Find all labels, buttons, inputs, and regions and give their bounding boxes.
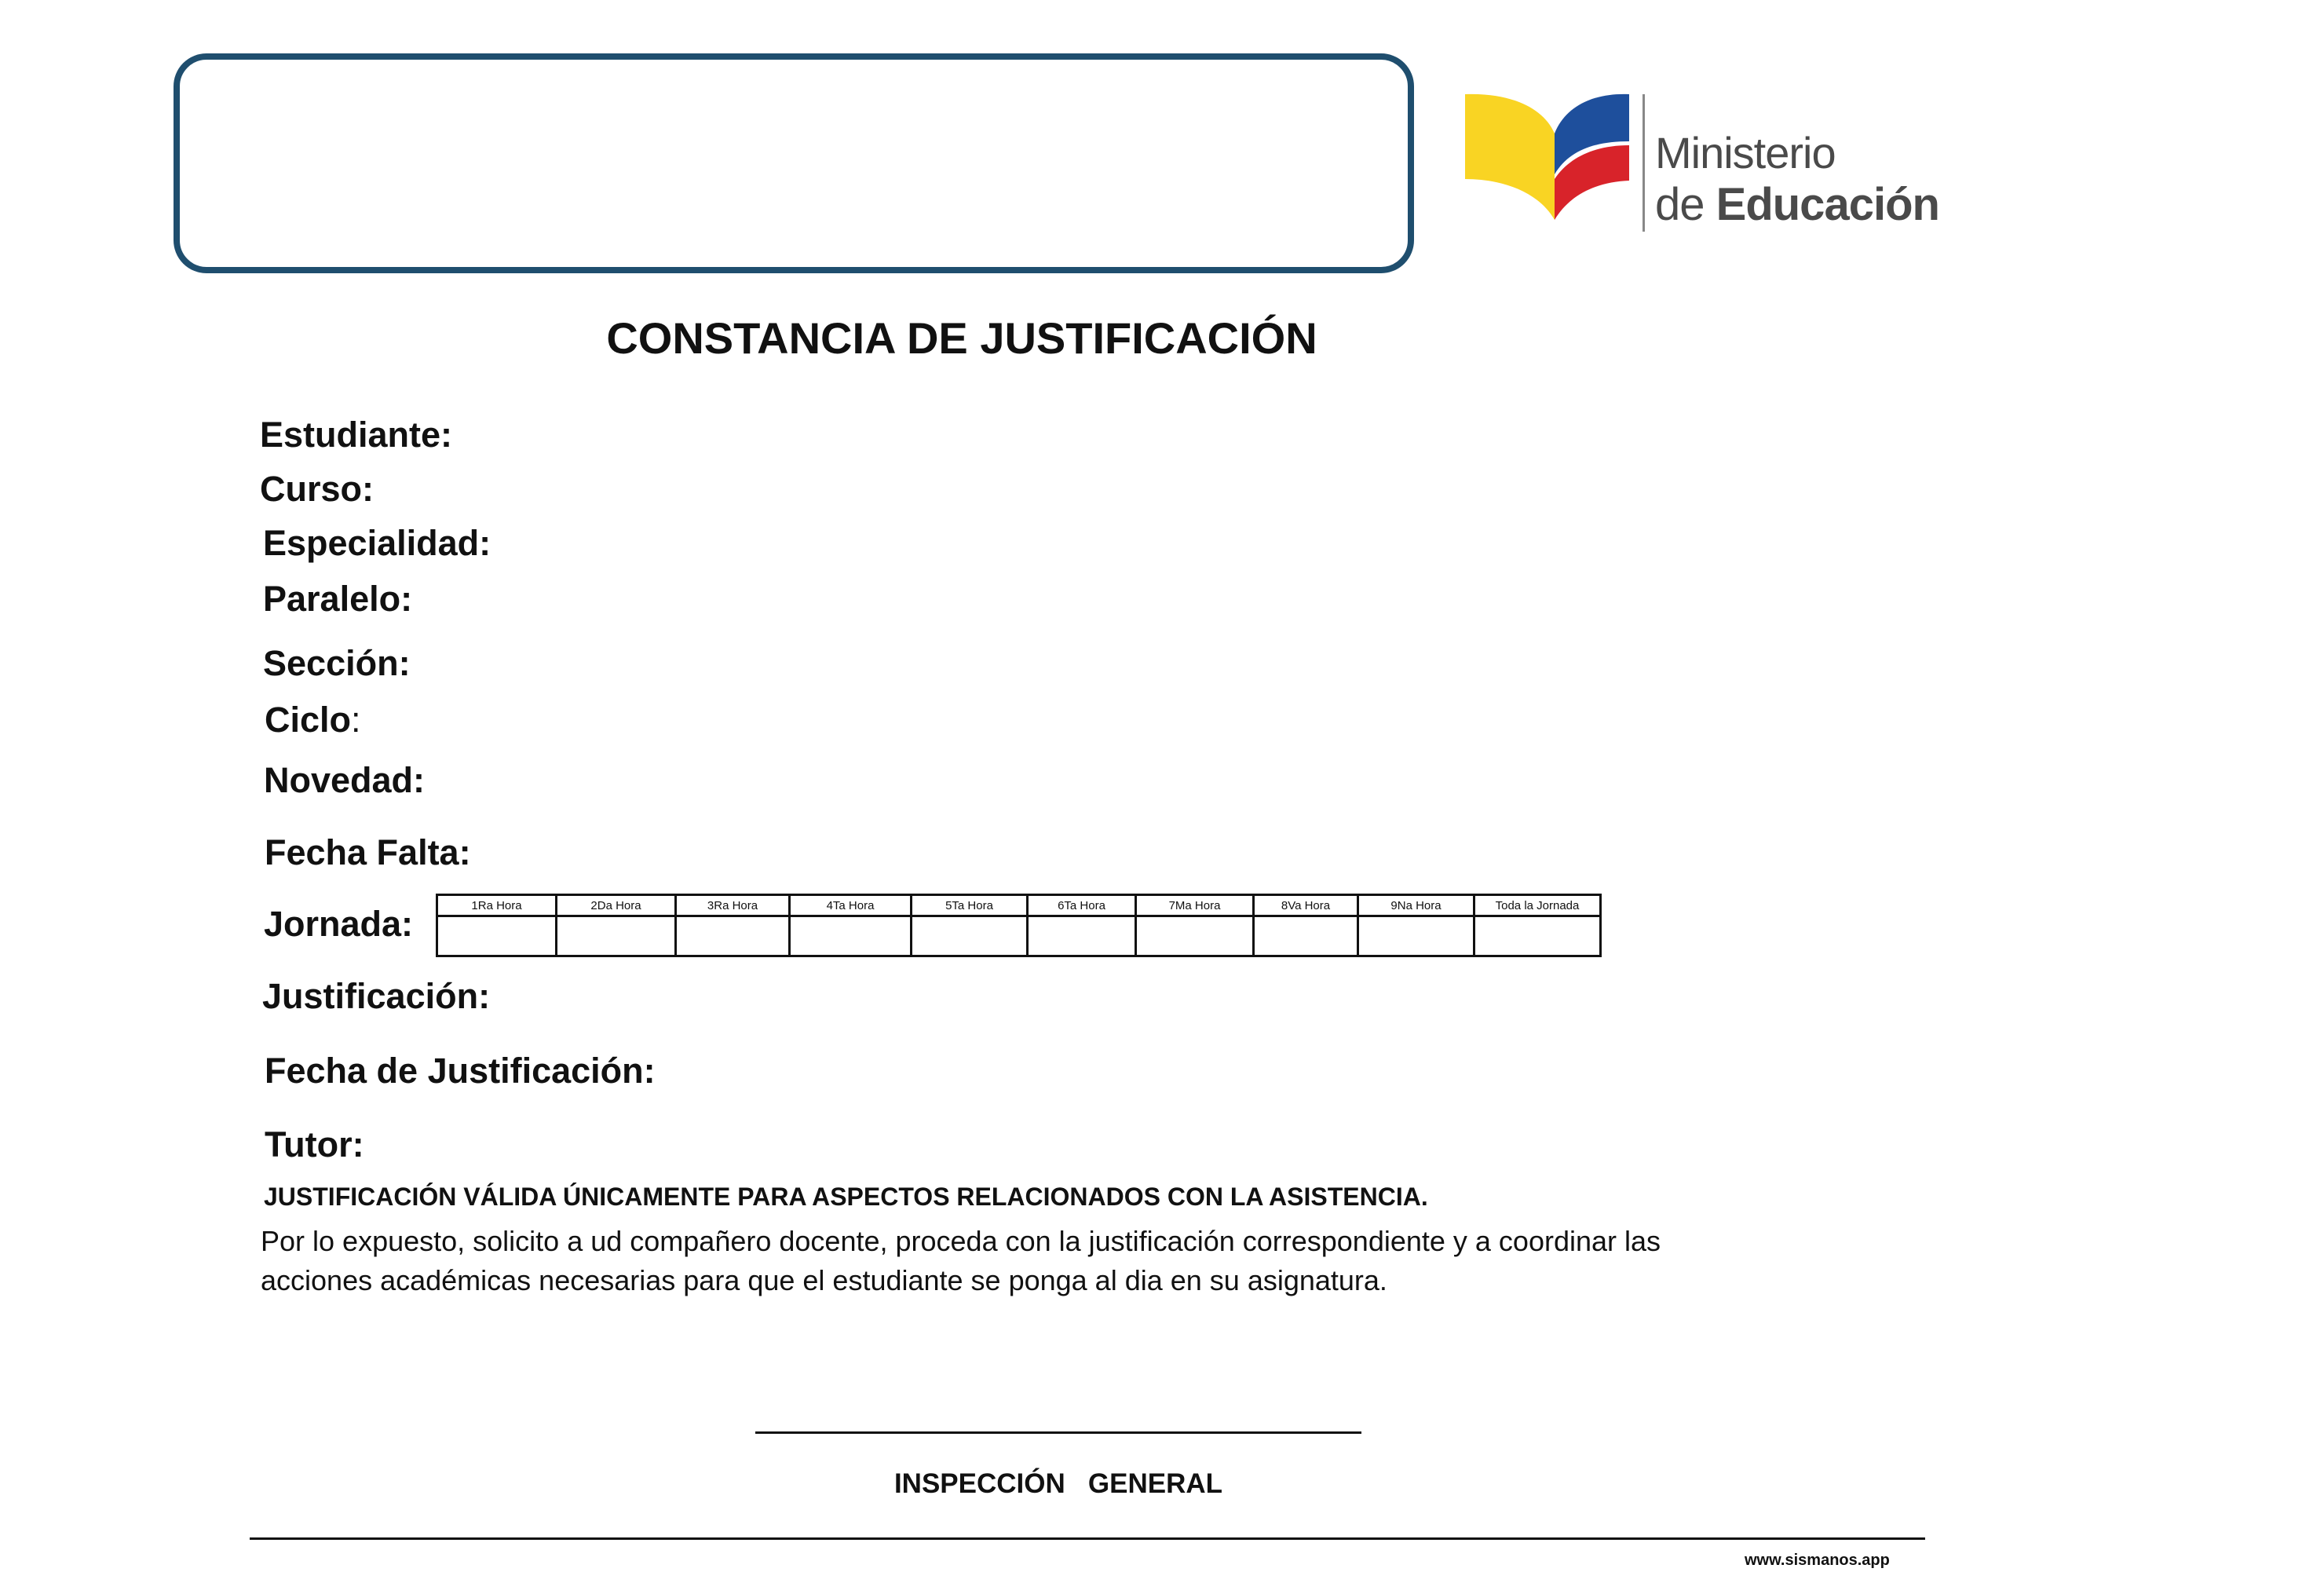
label-novedad: Novedad:: [264, 760, 426, 800]
label-ciclo-text: Ciclo: [265, 700, 352, 740]
hour-header-9: 9Na Hora: [1358, 895, 1474, 916]
document-title: CONSTANCIA DE JUSTIFICACIÓN: [606, 313, 1317, 363]
logo-divider: [1643, 94, 1645, 232]
body-paragraph: Por lo expuesto, solicito a ud compañero docente, proceda con la justificación correspondiente y a coordinar las acciones académicas necesarias para que el estudiante se ponga al dia en su asignatura.: [261, 1225, 1661, 1296]
validity-notice: JUSTIFICACIÓN VÁLIDA ÚNICAMENTE PARA ASPECTOS RELACIONADOS CON LA ASISTENCIA.: [264, 1183, 1428, 1211]
hour-cell-4[interactable]: [790, 916, 912, 956]
label-especialidad: Especialidad:: [263, 523, 491, 563]
footer-url: www.sismanos.app: [1745, 1552, 1890, 1569]
header-info-box: [174, 53, 1414, 273]
hour-header-4: 4Ta Hora: [790, 895, 912, 916]
signature-line: [755, 1431, 1361, 1434]
signature-title: INSPECCIÓN GENERAL: [893, 1468, 1223, 1499]
label-curso: Curso:: [260, 469, 374, 509]
logo-text-ministerio: Ministerio: [1655, 128, 1836, 177]
hour-cell-1[interactable]: [437, 916, 557, 956]
hour-cell-6[interactable]: [1028, 916, 1136, 956]
label-fecha-justificacion: Fecha de Justificación:: [265, 1051, 656, 1091]
logo-text-prefix: de: [1655, 179, 1716, 230]
hour-cell-2[interactable]: [557, 916, 676, 956]
hour-cell-8[interactable]: [1254, 916, 1358, 956]
hour-cell-full-day[interactable]: [1474, 916, 1601, 956]
hour-header-7: 7Ma Hora: [1136, 895, 1254, 916]
label-tutor: Tutor:: [265, 1124, 364, 1164]
logo-text-educacion: [1655, 178, 1939, 231]
label-seccion: Sección:: [263, 643, 411, 683]
hour-cell-5[interactable]: [912, 916, 1028, 956]
hour-header-8: 8Va Hora: [1254, 895, 1358, 916]
jornada-table: [436, 894, 1602, 957]
hour-header-1: 1Ra Hora: [437, 895, 557, 916]
label-estudiante: Estudiante:: [260, 415, 453, 455]
label-paralelo: Paralelo:: [263, 579, 413, 619]
ministerio-logo: [1460, 86, 1939, 236]
hour-header-6: 6Ta Hora: [1028, 895, 1136, 916]
hour-header-full-day: Toda la Jornada: [1474, 895, 1601, 916]
label-fecha-falta: Fecha Falta:: [265, 832, 471, 872]
hour-cell-7[interactable]: [1136, 916, 1254, 956]
hour-header-2: 2Da Hora: [557, 895, 676, 916]
label-justificacion: Justificación:: [262, 976, 491, 1016]
hour-cell-9[interactable]: [1358, 916, 1474, 956]
label-ciclo-colon: :: [351, 700, 361, 740]
hour-cell-3[interactable]: [676, 916, 790, 956]
label-jornada: Jornada:: [264, 904, 414, 944]
footer-divider: [250, 1537, 1925, 1540]
hour-header-3: 3Ra Hora: [676, 895, 790, 916]
book-flag-icon: [1460, 86, 1637, 224]
hour-header-5: 5Ta Hora: [912, 895, 1028, 916]
label-ciclo: [265, 700, 361, 740]
logo-text-bold: Educación: [1716, 179, 1939, 230]
